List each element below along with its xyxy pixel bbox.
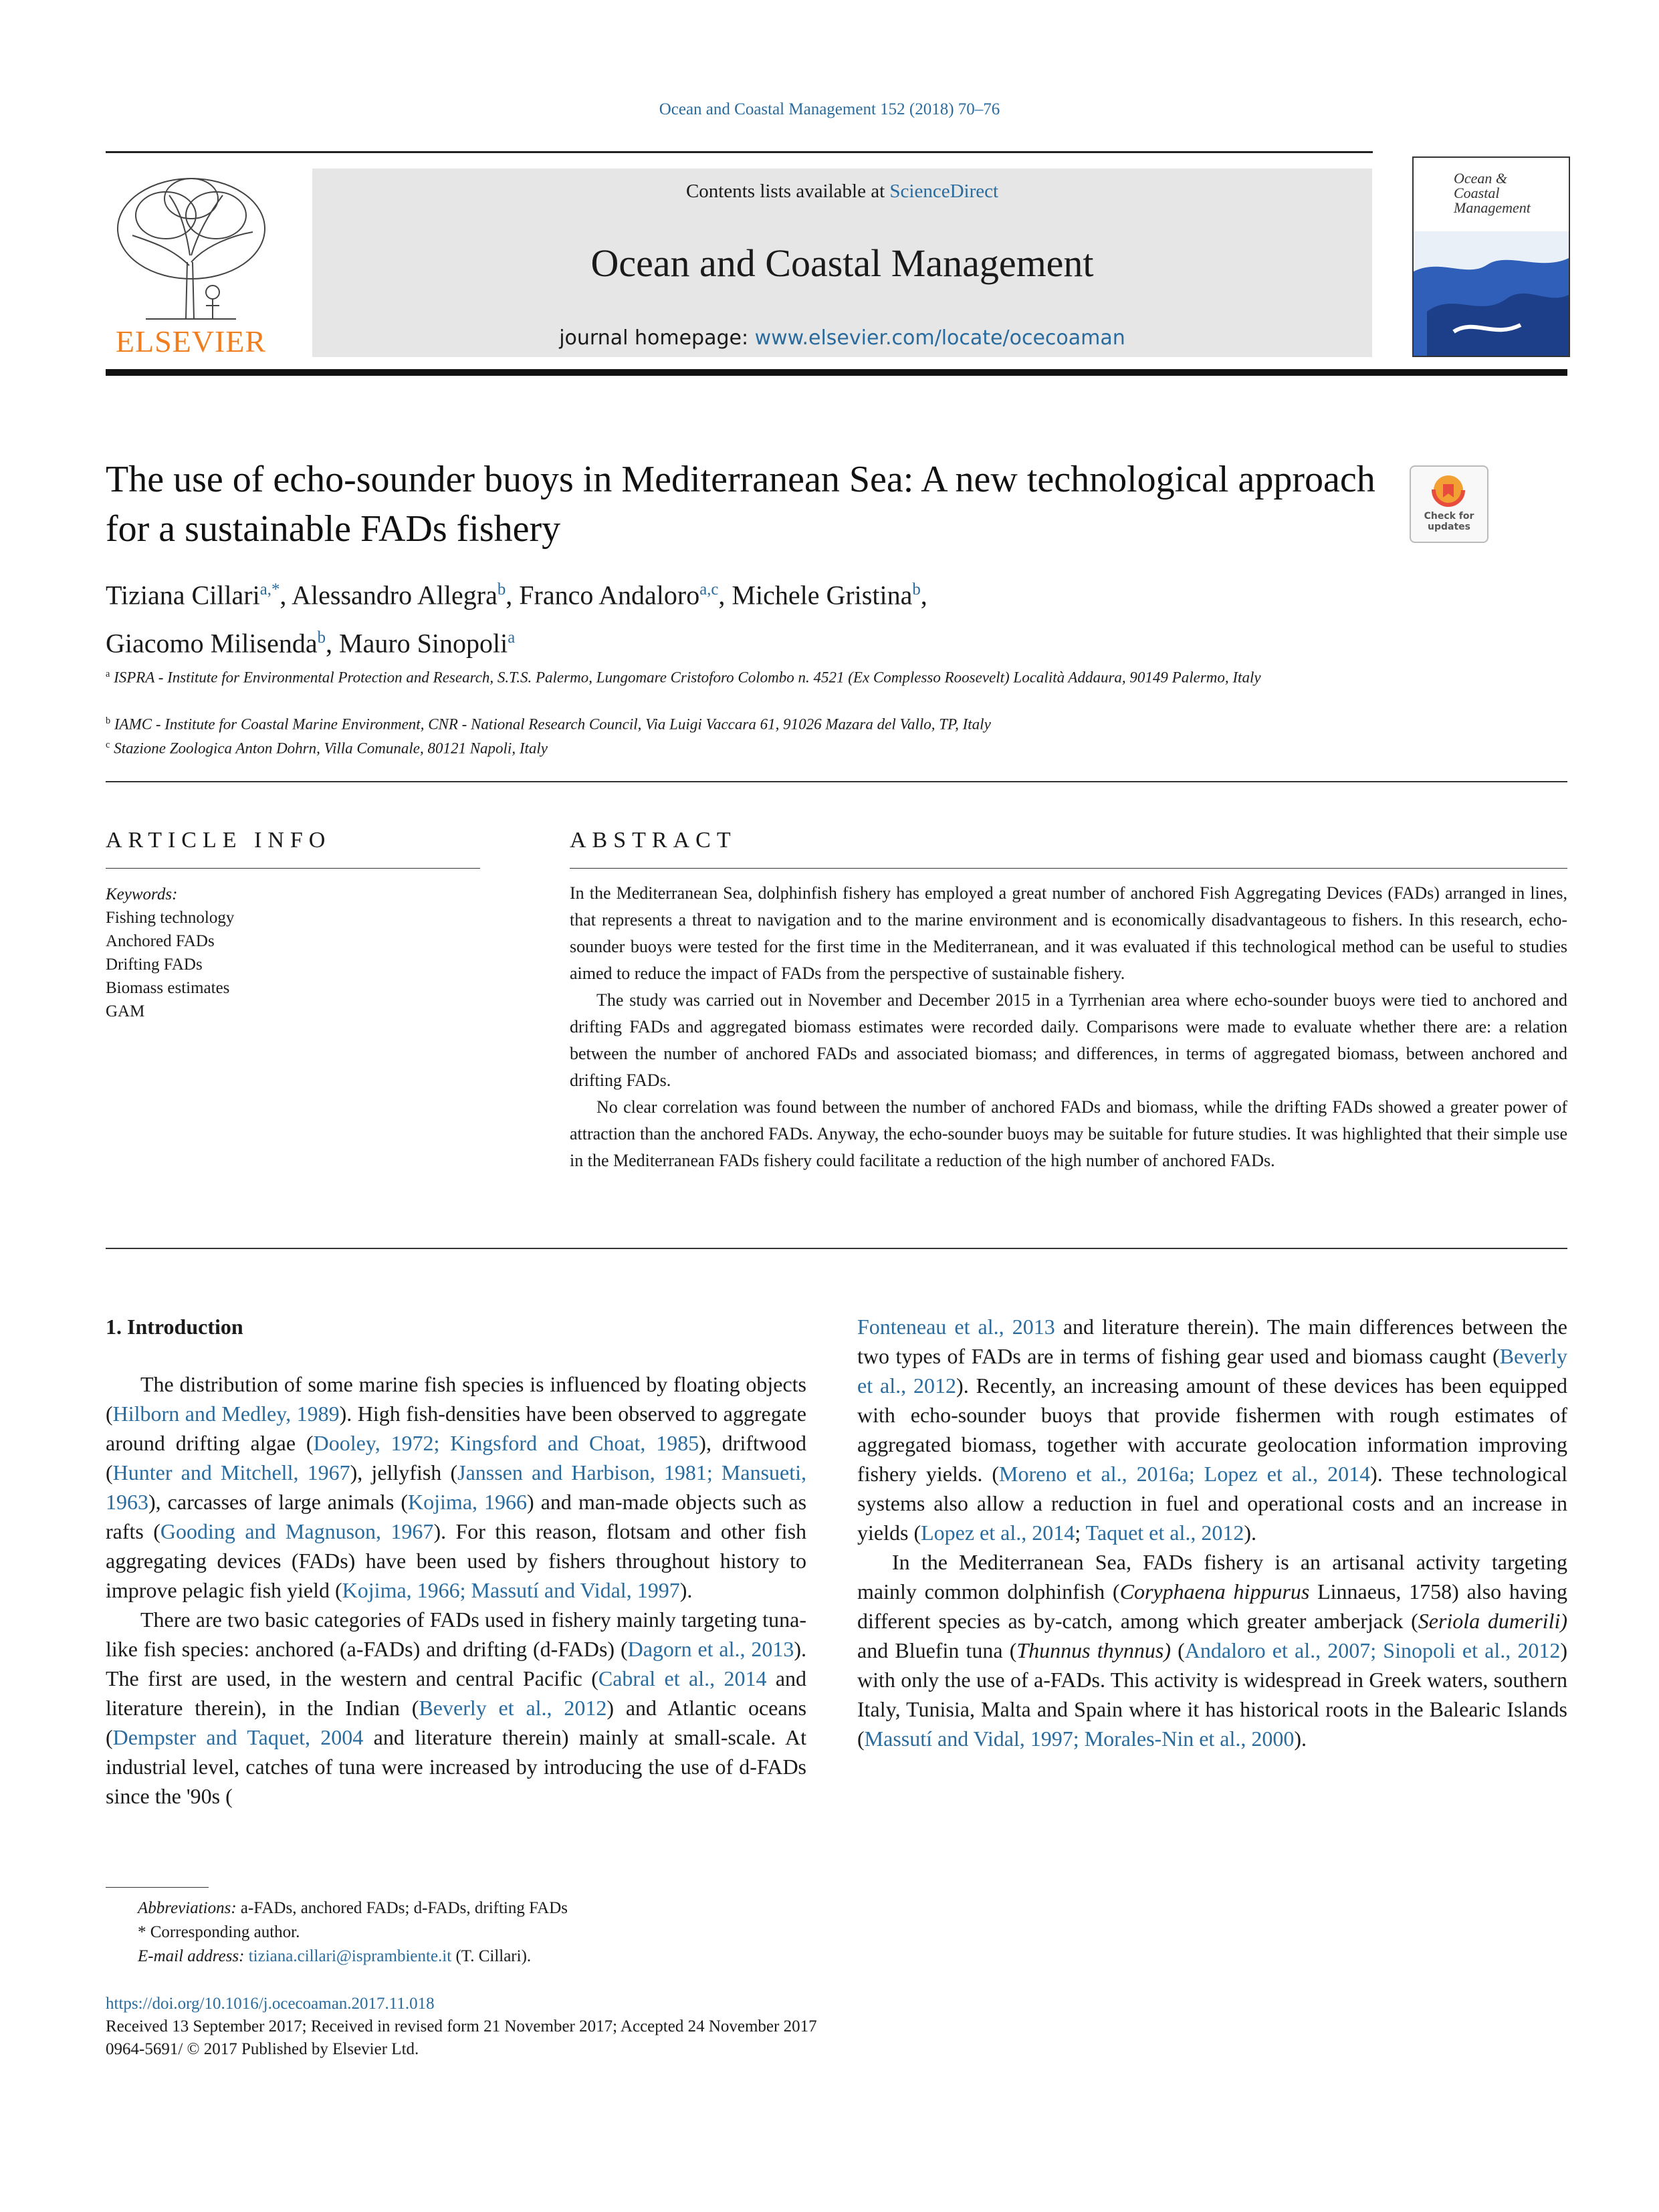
journal-name: Ocean and Coastal Management <box>590 241 1094 285</box>
affiliation-mark: c <box>106 740 110 750</box>
email-footnote <box>138 1945 1074 1969</box>
journal-header-box <box>312 169 1372 357</box>
cover-title-line: Ocean & <box>1454 170 1508 187</box>
body-paragraph-continued <box>857 1312 1567 1547</box>
body-text: ). The first are used, in the western and central Pacific ( <box>106 1637 807 1690</box>
citation-link[interactable]: Cabral et al., 2014 <box>598 1666 767 1690</box>
citation-link[interactable]: Andaloro et al., 2007; Sinopoli et al., 2012 <box>1184 1638 1561 1662</box>
body-text: ) and man-made objects such as rafts ( <box>106 1490 807 1543</box>
body-text: ), jellyfish ( <box>350 1460 458 1484</box>
article-info-heading: ARTICLE INFO <box>106 828 332 853</box>
journal-homepage-line <box>312 326 1372 350</box>
body-text: ) with only the use of a-FADs. This activity is widespread in Greek waters, southern Italy, Tunisia, Malta and Spain where it has historical roots in the Balearic Islands ( <box>857 1638 1568 1751</box>
citation-link[interactable]: Lopez et al., 2014 <box>921 1521 1075 1545</box>
journal-homepage-link[interactable]: www.elsevier.com/locate/ocecoaman <box>754 326 1125 350</box>
email-link[interactable]: tiziana.cillari@isprambiente.it <box>248 1947 452 1965</box>
cover-map-image <box>1414 231 1569 356</box>
check-for-updates-badge[interactable] <box>1410 465 1488 543</box>
header-rule <box>106 151 1373 153</box>
doi-link[interactable]: https://doi.org/10.1016/j.ocecoaman.2017.11.018 <box>106 1995 435 2013</box>
citation-link[interactable]: Dagorn et al., 2013 <box>627 1637 794 1661</box>
body-text: and literature therein). The main differences between the two types of FADs are in terms of fishing gear used and biomass caught ( <box>857 1315 1568 1368</box>
contents-prefix: Contents lists available at <box>685 181 890 202</box>
header-thick-rule <box>106 369 1567 376</box>
cover-title <box>1454 171 1531 215</box>
affiliation <box>106 662 1563 690</box>
abstract-paragraph: In the Mediterranean Sea, dolphinfish fishery has employed a great number of anchored Fish Aggregating Devices (FADs) arranged in lines, that represents a threat to navigation and to the marine environment and is economically disadvantageous to fishers. In this research, echo-sounder buoys were tested for the first time in the Mediterranean, and it was evaluated if this technological method can be useful to studies aimed to reduce the impact of FADs from the perspective of sustainable fishery. <box>570 883 1567 983</box>
author-name[interactable]: Michele Gristina <box>732 580 913 611</box>
body-column-left <box>106 1312 806 1811</box>
body-text: and Bluefin tuna ( <box>857 1638 1017 1662</box>
author-list: Tiziana Cillari$^{a,*}$, Alessandro Allegra$^b$, Franco Andaloro$^{a,c}$, Michele Gristina$^b$, Giacomo Milisenda$^b$, Mauro Sinopoli$^a$ <box>106 580 927 659</box>
abstract-body <box>570 880 1567 1174</box>
author-affiliation-mark[interactable]: b <box>497 580 506 598</box>
corresponding-author-note: * Corresponding author. <box>138 1923 300 1941</box>
species-name: Coryphaena hippurus <box>1119 1579 1310 1603</box>
author-affiliation-mark[interactable]: a,c <box>699 580 719 598</box>
crossmark-label: Check for <box>1424 511 1474 522</box>
article-title: The use of echo-sounder buoys in Mediterranean Sea: A new technological approach for a sustainable FADs fishery <box>106 459 1375 550</box>
keyword: Biomass estimates <box>106 979 230 997</box>
body-text: ), carcasses of large animals ( <box>148 1490 409 1514</box>
footnote-rule <box>106 1887 209 1888</box>
author-name[interactable]: Tiziana Cillari <box>106 580 260 611</box>
body-text: ). High fish-densities have been observed to aggregate around drifting algae ( <box>106 1402 807 1455</box>
keyword: Drifting FADs <box>106 956 203 974</box>
author-affiliation-mark[interactable]: b <box>317 629 326 647</box>
elsevier-wordmark: ELSEVIER <box>115 324 267 358</box>
journal-reference[interactable]: Ocean and Coastal Management 152 (2018) 70–76 <box>659 100 1000 118</box>
footnotes <box>138 1896 1074 1969</box>
body-text: ; <box>1075 1521 1086 1545</box>
body-text: Linnaeus, 1758) also having different species as by-catch, among which greater amberjack ( <box>857 1579 1568 1633</box>
citation-link[interactable]: Fonteneau et al., 2013 <box>857 1315 1055 1339</box>
abstract-paragraph: No clear correlation was found between the number of anchored FADs and biomass, while the drifting FADs showed a greater power of attraction than the anchored FADs. Anyway, the echo-sounder buoys may be suitable for future studies. It was highlighted that their simple use in the Mediterranean FADs fishery could facilitate a reduction of the high number of anchored FADs. <box>570 1097 1567 1170</box>
email-label: E-mail address: <box>138 1947 245 1965</box>
author-name[interactable]: Mauro Sinopoli <box>339 628 508 659</box>
journal-cover-thumbnail <box>1412 156 1570 357</box>
keywords-label: Keywords: <box>106 885 178 903</box>
species-name: Thunnus thynnus) <box>1016 1638 1171 1662</box>
affiliation-mark: b <box>106 715 111 726</box>
citation-link[interactable]: Beverly et al., 2012 <box>419 1696 607 1720</box>
article-dates: Received 13 September 2017; Received in revised form 21 November 2017; Accepted 24 November 2017 <box>106 2017 817 2035</box>
section-rule <box>106 781 1567 782</box>
citation-link[interactable]: Beverly et al., 2012 <box>857 1344 1567 1398</box>
cover-title-line: Management <box>1454 199 1531 216</box>
cover-title-line: Coastal <box>1454 185 1500 201</box>
citation-link[interactable]: Kojima, 1966 <box>408 1490 528 1514</box>
section-rule <box>106 1248 1567 1249</box>
contents-line <box>312 181 1372 203</box>
abbreviations-text: a-FADs, anchored FADs; d-FADs, drifting FADs <box>236 1899 568 1917</box>
section-heading-introduction: 1. Introduction <box>106 1315 243 1339</box>
body-text: ). These technological systems also allow a reduction in fuel and operational costs and an increase in yields ( <box>857 1462 1568 1545</box>
citation-link[interactable]: Janssen and Harbison, 1981; Mansueti, 1963 <box>106 1460 806 1514</box>
body-text: and literature therein), in the Indian ( <box>106 1666 807 1720</box>
abstract-heading: ABSTRACT <box>570 828 737 853</box>
crossmark-label: updates <box>1428 522 1470 532</box>
homepage-prefix: journal homepage: <box>559 326 755 350</box>
keyword: GAM <box>106 1002 145 1020</box>
body-text: ). <box>1244 1521 1256 1545</box>
citation-link[interactable]: Taquet et al., 2012 <box>1085 1521 1244 1545</box>
body-text: ), driftwood ( <box>106 1431 807 1484</box>
email-suffix: (T. Cillari). <box>451 1947 532 1965</box>
body-text: In the Mediterranean Sea, FADs fishery is an artisanal activity targeting mainly common dolphinfish ( <box>857 1550 1567 1603</box>
author-name[interactable]: Giacomo Milisenda <box>106 628 318 659</box>
publication-info <box>106 1993 1109 2061</box>
affiliation <box>106 733 1563 761</box>
article-info-rule <box>106 868 480 869</box>
keyword: Anchored FADs <box>106 932 215 950</box>
affiliation-text: Stazione Zoologica Anton Dohrn, Villa Comunale, 80121 Napoli, Italy <box>114 740 548 757</box>
citation-link[interactable]: Dempster and Taquet, 2004 <box>112 1725 364 1749</box>
citation-link[interactable]: Hunter and Mitchell, 1967 <box>112 1460 350 1484</box>
body-paragraph <box>106 1369 806 1605</box>
citation-link[interactable]: Massutí and Vidal, 1997; Morales-Nin et al., 2000 <box>864 1727 1295 1751</box>
author-affiliation-mark[interactable]: a,* <box>259 580 280 598</box>
body-text: ). For this reason, flotsam and other fish aggregating devices (FADs) have been used by fishers throughout history to improve pelagic fish yield ( <box>106 1519 807 1602</box>
author-name[interactable]: Alessandro Allegra <box>292 580 497 611</box>
author-affiliation-mark[interactable]: a <box>508 629 516 647</box>
body-column-right <box>857 1312 1567 1753</box>
body-text: ). Recently, an increasing amount of these devices has been equipped with echo-sounder buoys that provide fishermen with rough estimates of aggregated biomass, together with accurate geolocation information improving fishery yields. ( <box>857 1373 1568 1486</box>
abstract-paragraph: The study was carried out in November and December 2015 in a Tyrrhenian area where echo-sounder buoys were tied to anchored and drifting FADs and aggregated biomass estimates were recorded daily. Comparisons were made to evaluate whether there are: a relation between the number of anchored FADs and associated biomass; and differences, in terms of aggregated biomass, between anchored and drifting FADs. <box>570 990 1567 1090</box>
citation-link[interactable]: Dooley, 1972; Kingsford and Choat, 1985 <box>313 1431 699 1455</box>
body-text: ). <box>679 1578 693 1602</box>
body-paragraph <box>106 1605 806 1811</box>
abbreviations-footnote <box>138 1896 1074 1920</box>
body-text: The distribution of some marine fish species is influenced by floating objects ( <box>106 1372 806 1426</box>
citation-link[interactable]: Gooding and Magnuson, 1967 <box>160 1519 434 1543</box>
sciencedirect-link[interactable]: ScienceDirect <box>889 181 999 202</box>
body-text: ( <box>1170 1638 1185 1662</box>
body-text: ). <box>1294 1727 1307 1751</box>
abbreviations-label: Abbreviations: <box>138 1899 237 1917</box>
citation-link[interactable]: Hilborn and Medley, 1989 <box>112 1402 340 1426</box>
affiliation-mark: a <box>106 669 110 679</box>
author-affiliation-mark[interactable]: b <box>912 580 921 598</box>
crossmark-icon <box>1432 473 1465 507</box>
citation-link[interactable]: Moreno et al., 2016a; Lopez et al., 2014 <box>999 1462 1371 1486</box>
species-name: Seriola dumerili) <box>1418 1609 1568 1633</box>
keywords-block <box>106 883 467 1023</box>
body-paragraph <box>857 1547 1567 1753</box>
copyright-line: 0964-5691/ © 2017 Published by Elsevier Ltd. <box>106 2040 419 2058</box>
affiliation-text: ISPRA - Institute for Environmental Protection and Research, S.T.S. Palermo, Lungomare Cristoforo Colombo n. 4521 (Ex Complesso Roosevelt) Località Addaura, 90149 Palermo, Italy <box>114 669 1261 686</box>
keyword: Fishing technology <box>106 909 235 927</box>
affiliation-text: IAMC - Institute for Coastal Marine Environment, CNR - National Research Council, Via Luigi Vaccara 61, 91026 Mazara del Vallo, TP, Italy <box>114 715 991 733</box>
body-text: There are two basic categories of FADs used in fishery mainly targeting tuna-like fish species: anchored (a-FADs) and drifting (d-FADs) ( <box>106 1608 806 1661</box>
body-text: ) and Atlantic oceans ( <box>106 1696 807 1749</box>
author-name[interactable]: Franco Andaloro <box>519 580 700 611</box>
abstract-rule <box>570 868 1567 869</box>
citation-link[interactable]: Kojima, 1966; Massutí and Vidal, 1997 <box>342 1578 680 1602</box>
body-text: and literature therein) mainly at small-scale. At industrial level, catches of tuna were increased by introducing the use of d-FADs since the '90s ( <box>106 1725 807 1808</box>
